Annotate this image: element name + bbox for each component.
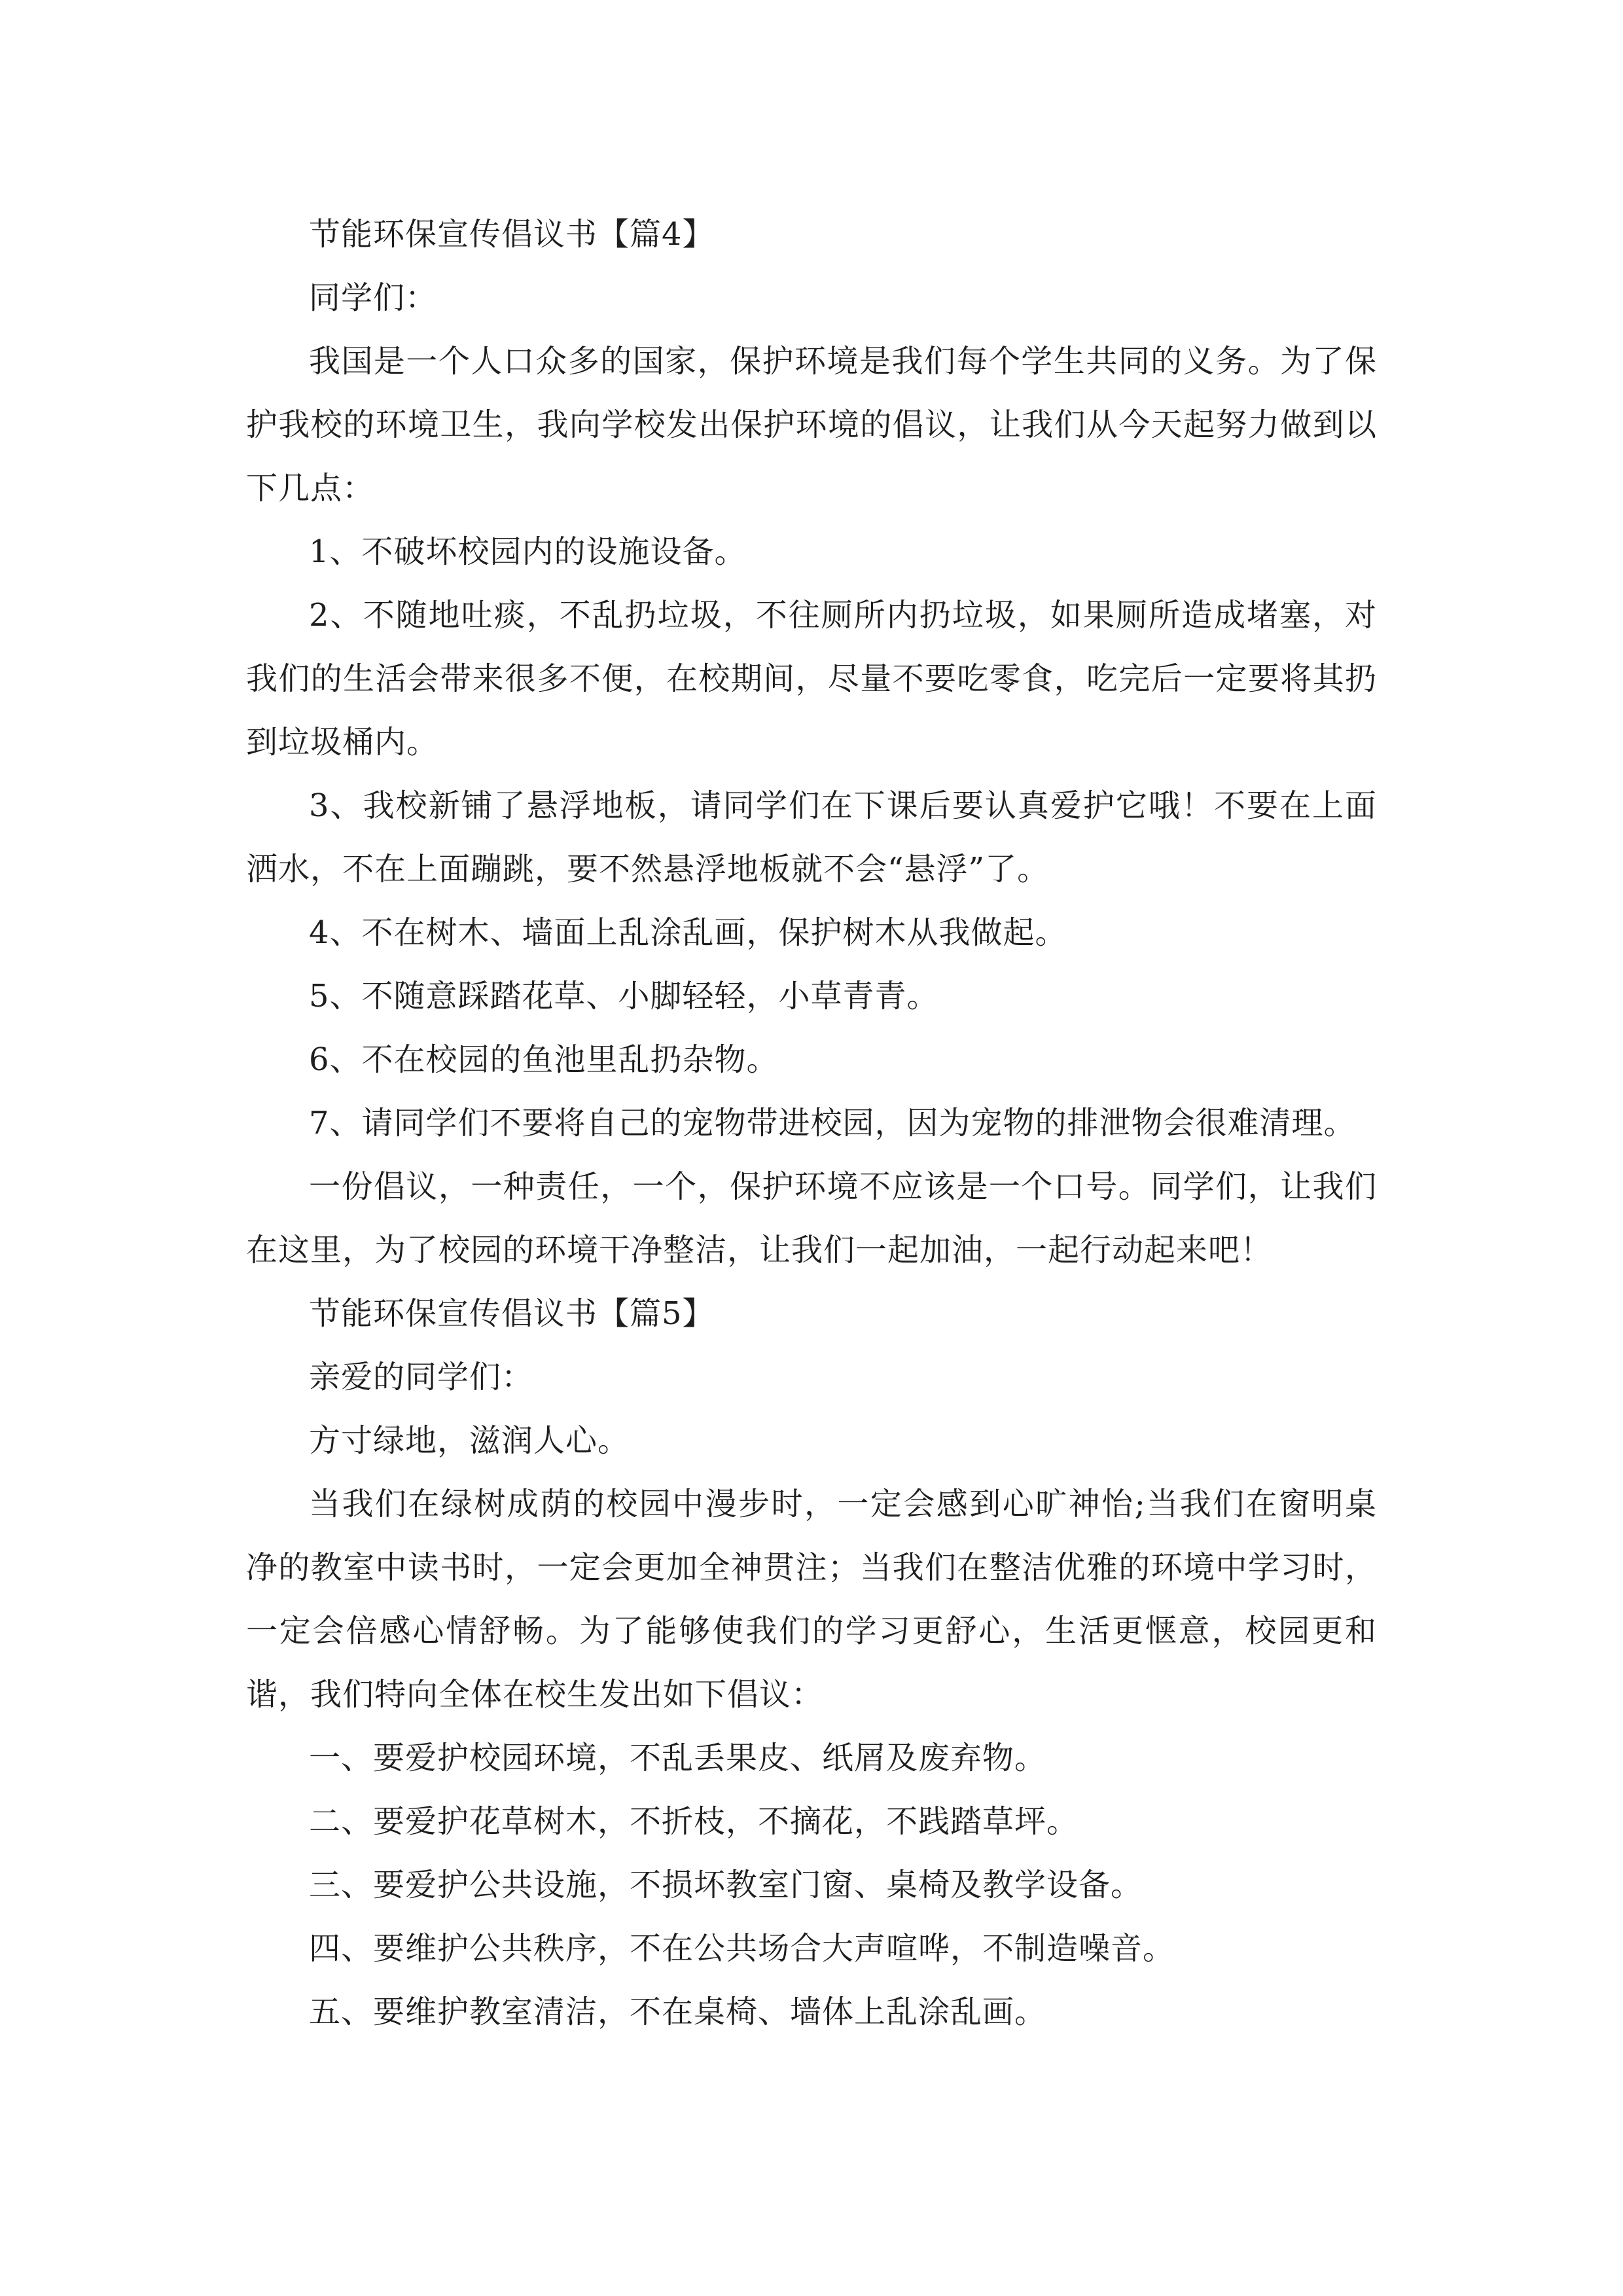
list-item: 一、要爱护校园环境，不乱丢果皮、纸屑及废弃物。: [309, 1740, 1047, 1776]
list-item: 3、我校新铺了悬浮地板，请同学们在下课后要认真爱护它哦！不要在上面洒水，不在上面蹦跳，要不然悬浮地板就不会“悬浮”了。: [246, 787, 1377, 888]
list-item: 三、要爱护公共设施，不损坏教室门窗、桌椅及教学设备。: [309, 1867, 1143, 1903]
paragraph: 方寸绿地，滋润人心。: [309, 1422, 630, 1459]
list-item: 五、要维护教室清洁，不在桌椅、墙体上乱涂乱画。: [309, 1994, 1047, 2030]
list-item: 二、要爱护花草树木，不折枝，不摘花，不践踏草坪。: [309, 1803, 1079, 1840]
list-item: 7、请同学们不要将自己的宠物带进校园，因为宠物的排泄物会很难清理。: [309, 1105, 1356, 1141]
paragraph: 当我们在绿树成荫的校园中漫步时，一定会感到心旷神怡;当我们在窗明桌净的教室中读书时，一定会更加全神贯注；当我们在整洁优雅的环境中学习时，一定会倍感心情舒畅。为了能够使我们的学习更舒心，生活更惬意，校园更和谐，我们特向全体在校生发出如下倡议：: [246, 1486, 1377, 1713]
salutation: 同学们：: [309, 279, 438, 316]
section-title-5: 节能环保宣传倡议书【篇5】: [309, 1295, 715, 1332]
list-item: 6、不在校园的鱼池里乱扔杂物。: [309, 1041, 779, 1078]
document-body: [246, 203, 1377, 2044]
salutation: 亲爱的同学们：: [309, 1359, 534, 1395]
list-item: 5、不随意踩踏花草、小脚轻轻，小草青青。: [309, 978, 939, 1014]
paragraph: 我国是一个人口众多的国家，保护环境是我们每个学生共同的义务。为了保护我校的环境卫生，我向学校发出保护环境的倡议，让我们从今天起努力做到以下几点：: [246, 343, 1377, 507]
list-item: 1、不破坏校园内的设施设备。: [309, 533, 747, 570]
list-item: 四、要维护公共秩序，不在公共场合大声喧哗，不制造噪音。: [309, 1930, 1175, 1967]
section-title-4: 节能环保宣传倡议书【篇4】: [309, 216, 715, 253]
list-item: 2、不随地吐痰，不乱扔垃圾，不往厕所内扔垃圾，如果厕所造成堵塞，对我们的生活会带来很多不便，在校期间，尽量不要吃零食，吃完后一定要将其扔到垃圾桶内。: [246, 597, 1377, 761]
paragraph: 一份倡议，一种责任，一个，保护环境不应该是一个口号。同学们，让我们在这里，为了校园的环境干净整洁，让我们一起加油，一起行动起来吧！: [246, 1168, 1377, 1268]
list-item: 4、不在树木、墙面上乱涂乱画，保护树木从我做起。: [309, 914, 1067, 951]
